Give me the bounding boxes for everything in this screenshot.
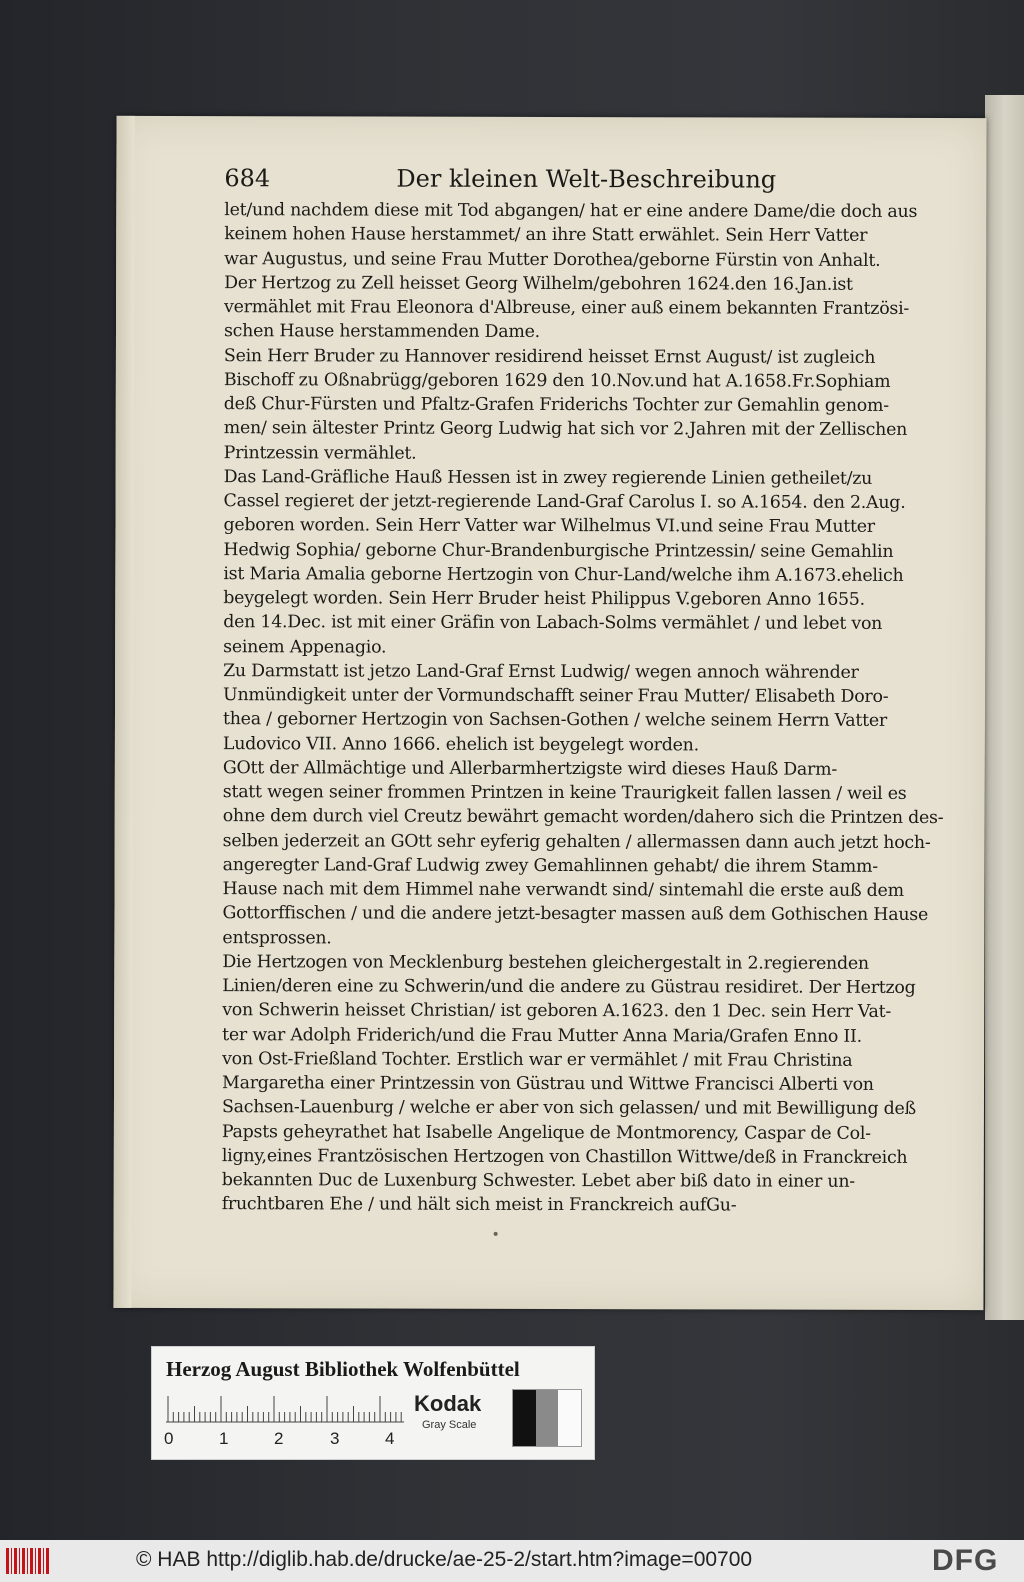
text-line: fruchtbaren Ehe / und hält sich meist in Franckreich auf — [221, 1194, 707, 1216]
body-text — [222, 198, 970, 1218]
text-line: Papsts geheyrathet hat Isabelle Angelique de Montmorency, Caspar de Col- — [221, 1121, 871, 1144]
running-head — [224, 164, 974, 200]
text-line: statt wegen seiner frommen Printzen in keine Traurigkeit fallen lassen / weil es — [222, 782, 907, 804]
text-line: Sachsen-Lauenburg / welche er aber von sich gelassen/ und mit Bewilligung deß — [221, 1097, 916, 1120]
text-line: vermählet mit Frau Eleonora d'Albreuse, einer auß einem bekannten Frantzösi- — [224, 297, 910, 319]
gray-scale-label: Gray Scale — [422, 1419, 477, 1431]
library-color-card — [151, 1346, 595, 1460]
running-title: Der kleinen Welt-Beschreibung — [396, 164, 777, 194]
barcode-icon — [6, 1548, 50, 1574]
text-line: men/ sein ältester Printz Georg Ludwig hat sich vor 2.Jahren mit der Zellischen — [223, 418, 908, 441]
ruler-label: 1 — [219, 1429, 229, 1448]
text-line: deß Chur-Fürsten und Pfaltz-Grafen Friderichs Tochter zur Gemahlin genom- — [223, 394, 889, 416]
text-line: Bischoff zu Oßnabrügg/geboren 1629 den 10.Nov.und hat A.1658.Fr.Sophiam — [223, 369, 891, 392]
ruler-label: 3 — [330, 1429, 340, 1448]
text-line: ligny,eines Frantzösischen Hertzogen von Chastillon Wittwe/deß in Franckreich — [221, 1145, 908, 1168]
ruler-scale — [166, 1395, 404, 1423]
ruler-labels — [160, 1429, 400, 1451]
text-line: ist Maria Amalia geborne Hertzogin von Chur-Land/welche ihm A.1673.ehelich — [223, 563, 904, 586]
text-line: Unmündigkeit unter der Vormundschafft seiner Frau Mutter/ Elisabeth Doro- — [223, 685, 889, 707]
text-line: Cassel regieret der jetzt-regierende Land-Graf Carolus I. so A.1654. den 2.Aug. — [223, 491, 906, 513]
text-line: Hause nach mit dem Himmel nahe verwandt sind/ sintemahl die erste auß dem — [222, 879, 904, 901]
gray-patch-mid — [536, 1390, 559, 1446]
text-line: seinem Appenagio. — [223, 636, 387, 658]
text-line: von Schwerin heisset Christian/ ist geboren A.1623. den 1 Dec. sein Herr Vat- — [222, 1000, 892, 1023]
ruler-label: 2 — [274, 1429, 284, 1448]
text-line: ter war Adolph Friderich/und die Frau Mutter Anna Maria/Grafen Enno II. — [222, 1024, 862, 1047]
text-line-last — [222, 1192, 967, 1218]
text-line: Margaretha einer Printzessin von Güstrau und Wittwe Francisci Alberti von — [222, 1073, 874, 1095]
text-line: beygelegt worden. Sein Herr Bruder heist Philippus V.geboren Anno 1655. — [223, 588, 865, 610]
next-page-edge — [985, 95, 1024, 1320]
text-line: Das Land-Gräfliche Hauß Hessen ist in zwey regierende Linien getheilet/zu — [223, 466, 873, 489]
page-number: 684 — [224, 164, 271, 193]
text-line: Sein Herr Bruder zu Hannover residirend heisset Ernst August/ ist zugleich — [223, 345, 876, 368]
copyright-link[interactable]: © HAB http://diglib.hab.de/drucke/ae-25-2/start.htm?image=00700 — [136, 1548, 753, 1571]
gray-patches — [512, 1389, 582, 1447]
text-line: Hedwig Sophia/ geborne Chur-Brandenburgische Printzessin/ seine Gemahlin — [223, 539, 894, 562]
text-line: GOtt der Allmächtige und Allerbarmhertzigste wird dieses Hauß Darm- — [222, 757, 838, 780]
ruler-label: 0 — [164, 1429, 174, 1448]
text-line: Gottorffischen / und die andere jetzt-besagter massen auß dem Gothischen Hause — [222, 903, 929, 926]
text-line: war Augustus, und seine Frau Mutter Dorothea/geborne Fürstin von Anhalt. — [224, 248, 881, 271]
page-gutter-shadow — [113, 116, 134, 1308]
library-name: Herzog August Bibliothek Wolfenbüttel — [166, 1357, 520, 1381]
ink-speck — [494, 1232, 498, 1236]
text-line: Die Hertzogen von Mecklenburg bestehen gleichergestalt in 2.regierenden — [222, 951, 869, 974]
text-line: selben jederzeit an GOtt sehr eyferig gehalten / allermassen dann auch jetzt hoch- — [222, 830, 931, 853]
text-line: bekannten Duc de Luxenburg Schwester. Lebet aber biß dato in einer un- — [221, 1170, 855, 1192]
book-page — [113, 116, 986, 1310]
text-line: Der Hertzog zu Zell heisset Georg Wilhelm/gebohren 1624.den 16.Jan.ist — [224, 272, 853, 295]
text-line: keinem hohen Hause herstammet/ an ihre Statt erwählet. Sein Herr Vatter — [224, 224, 868, 247]
gray-patch-white — [558, 1390, 581, 1446]
text-line: Zu Darmstatt ist jetzo Land-Graf Ernst Ludwig/ wegen annoch währender — [223, 660, 859, 683]
text-line: geboren worden. Sein Herr Vatter war Wilhelmus VI.und seine Frau Mutter — [223, 515, 875, 538]
gray-patch-black — [513, 1390, 536, 1446]
footer-bar — [0, 1540, 1024, 1582]
text-line: entsprossen. — [222, 927, 332, 948]
catchword: Gu- — [706, 1195, 737, 1216]
text-line: angeregter Land-Graf Ludwig zwey Gemahlinnen gehabt/ die ihrem Stamm- — [222, 854, 878, 877]
text-line: den 14.Dec. ist mit einer Gräfin von Labach-Solms vermählet / und lebet von — [223, 612, 883, 635]
text-line: Linien/deren eine zu Schwerin/und die andere zu Güstrau residiret. Der Hertzog — [222, 976, 916, 998]
text-line: let/und nachdem diese mit Tod abgangen/ hat er eine andere Dame/die doch aus — [224, 200, 918, 222]
text-line: schen Hause herstammenden Dame. — [223, 321, 540, 343]
text-line: von Ost-Frießland Tochter. Erstlich war er vermählet / mit Frau Christina — [222, 1048, 853, 1071]
ruler-label: 4 — [385, 1429, 395, 1448]
kodak-logo: Kodak — [414, 1391, 482, 1416]
text-line: ohne dem durch viel Creutz bewährt gemacht worden/dahero sich die Printzen des- — [222, 806, 944, 829]
dfg-logo: DFG — [932, 1544, 999, 1577]
text-line: Printzessin vermählet. — [223, 442, 417, 464]
text-line: Ludovico VII. Anno 1666. ehelich ist beygelegt worden. — [222, 733, 699, 755]
text-line: thea / geborner Hertzogin von Sachsen-Gothen / welche seinem Herrn Vatter — [222, 709, 888, 732]
